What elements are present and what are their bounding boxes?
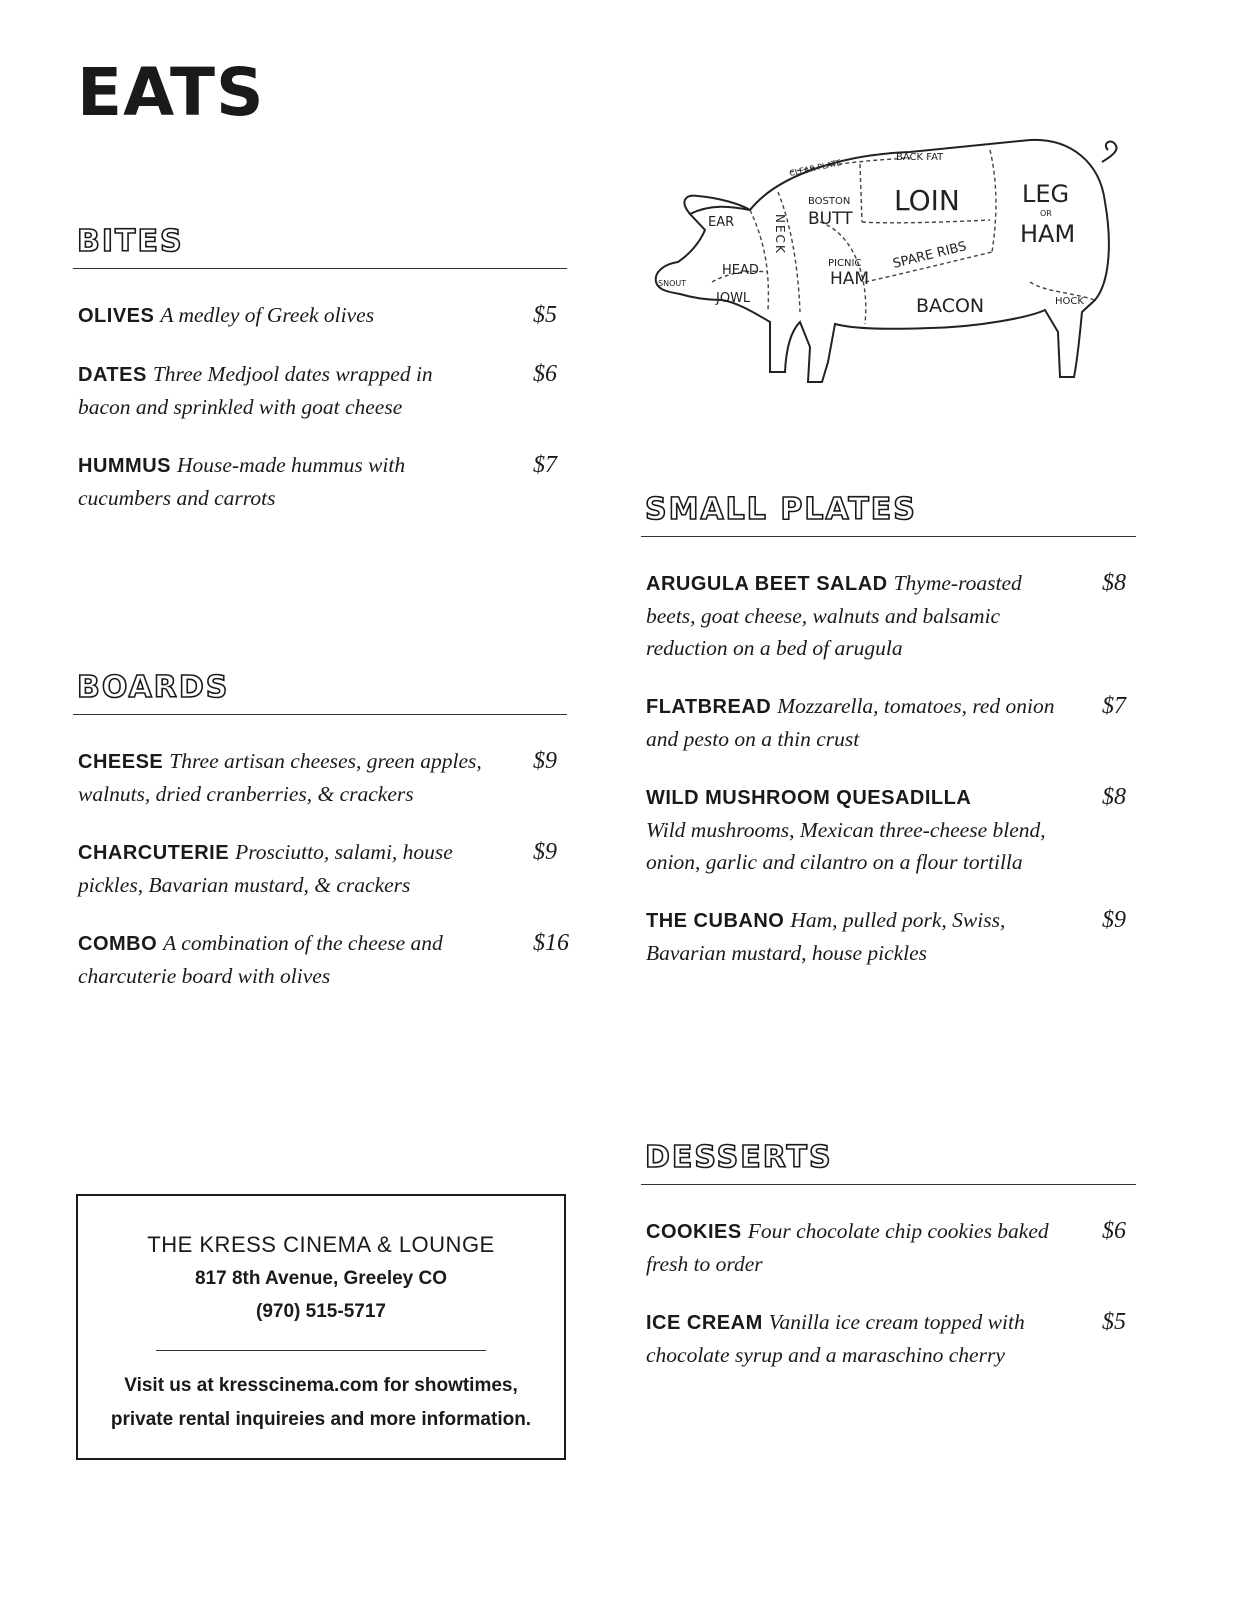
item-description: Prosciutto, salami, house pickles, Bavarian mustard, & crackers [78, 840, 453, 897]
pig-label-loin: LOIN [894, 184, 960, 217]
item-price: $8 [1102, 570, 1126, 596]
item-price: $8 [1102, 784, 1126, 810]
venue-info-box [76, 1194, 566, 1460]
item-description: Four chocolate chip cookies baked fresh to order [646, 1219, 1049, 1276]
pig-label-neck: NECK [773, 214, 787, 255]
menu-item [78, 299, 557, 332]
item-name: ARUGULA BEET SALAD [646, 573, 888, 595]
section-divider [641, 1184, 1136, 1185]
visit-line: private rental inquireies and more information. [110, 1409, 532, 1430]
item-price: $9 [533, 839, 557, 865]
item-description: Thyme-roasted beets, goat cheese, walnuts and balsamic reduction on a bed of arugula [646, 571, 1022, 660]
pig-label-ham: HAM [1020, 220, 1076, 248]
item-price: $5 [1102, 1309, 1126, 1335]
item-price: $9 [1102, 907, 1126, 933]
item-name: CHEESE [78, 751, 164, 773]
item-price: $5 [533, 302, 557, 328]
menu-item [646, 567, 1126, 664]
menu-item [646, 781, 1126, 878]
menu-item [646, 690, 1126, 755]
item-price: $7 [1102, 693, 1126, 719]
pig-label-head: HEAD [722, 263, 759, 278]
item-name: COOKIES [646, 1221, 742, 1243]
item-description: Three Medjool dates wrapped in bacon and sprinkled with goat cheese [78, 362, 433, 419]
section-small-plates [641, 490, 1136, 969]
item-description: House-made hummus with cucumbers and carrots [78, 453, 406, 510]
item-name: HUMMUS [78, 455, 171, 477]
item-price: $6 [1102, 1218, 1126, 1244]
pig-label-back-fat: BACK FAT [896, 152, 944, 163]
item-price: $16 [533, 930, 569, 956]
info-divider [156, 1350, 486, 1351]
pig-label-bacon: BACON [916, 295, 985, 317]
item-description: Vanilla ice cream topped with chocolate syrup and a maraschino cherry [646, 1310, 1025, 1367]
pig-label-clear-plate: CLEAR PLATE [788, 158, 843, 178]
item-name: WILD MUSHROOM QUESADILLA [646, 787, 972, 809]
pig-cuts-diagram [650, 132, 1120, 394]
section-desserts [641, 1138, 1136, 1371]
menu-item [646, 1306, 1126, 1371]
section-title: BITES [77, 224, 184, 259]
section-divider [73, 714, 567, 715]
pig-label-boston: BOSTON [808, 196, 851, 207]
page-title: EATS [77, 54, 265, 131]
menu-item [78, 358, 557, 423]
item-description: Wild mushrooms, Mexican three-cheese blend, onion, garlic and cilantro on a flour tortilla [646, 818, 1046, 874]
item-name: THE CUBANO [646, 910, 785, 932]
item-name: FLATBREAD [646, 696, 772, 718]
section-title: DESSERTS [645, 1140, 833, 1175]
pig-label-or: OR [1040, 209, 1052, 218]
item-description: A medley of Greek olives [160, 303, 375, 327]
menu-item [646, 904, 1126, 969]
pig-label-jowl: JOWL [716, 291, 751, 306]
item-name: CHARCUTERIE [78, 842, 230, 864]
menu-item [78, 745, 557, 810]
visit-line: Visit us at kresscinema.com for showtimes, [124, 1375, 518, 1396]
pig-label-picnic: PICNIC [828, 258, 862, 269]
pig-label-ear: EAR [708, 215, 735, 230]
section-title: BOARDS [77, 670, 230, 705]
item-description: Three artisan cheeses, green apples, walnuts, dried cranberries, & crackers [78, 749, 482, 806]
pig-label-butt: BUTT [808, 209, 853, 229]
item-name: COMBO [78, 933, 158, 955]
item-name: ICE CREAM [646, 1312, 763, 1334]
menu-item [78, 449, 557, 514]
section-divider [73, 268, 567, 269]
pig-label-leg: LEG [1022, 180, 1070, 208]
item-price: $7 [533, 452, 557, 478]
item-name: OLIVES [78, 305, 155, 327]
pig-label-picnic-ham: HAM [830, 269, 870, 289]
pig-label-snout: SNOUT [658, 279, 687, 288]
menu-item [646, 1215, 1126, 1280]
item-price: $6 [533, 361, 557, 387]
section-divider [641, 536, 1136, 537]
item-name: DATES [78, 364, 147, 386]
item-description: Mozzarella, tomatoes, red onion and pesto on a thin crust [646, 694, 1055, 751]
venue-address: 817 8th Avenue, Greeley CO [194, 1268, 448, 1289]
item-description: Ham, pulled pork, Swiss, Bavarian mustard, house pickles [646, 908, 1006, 965]
pig-label-hock: HOCK [1055, 296, 1084, 307]
venue-name: THE KRESS CINEMA & LOUNGE [147, 1232, 495, 1257]
section-boards [73, 668, 567, 992]
pig-label-spare-ribs: SPARE RIBS [891, 239, 969, 272]
menu-item [78, 836, 557, 901]
section-title: SMALL PLATES [645, 492, 917, 527]
section-bites [73, 222, 567, 514]
venue-phone: (970) 515-5717 [256, 1301, 386, 1322]
menu-item [78, 927, 569, 992]
item-description: A combination of the cheese and charcuterie board with olives [78, 931, 443, 988]
item-price: $9 [533, 748, 557, 774]
